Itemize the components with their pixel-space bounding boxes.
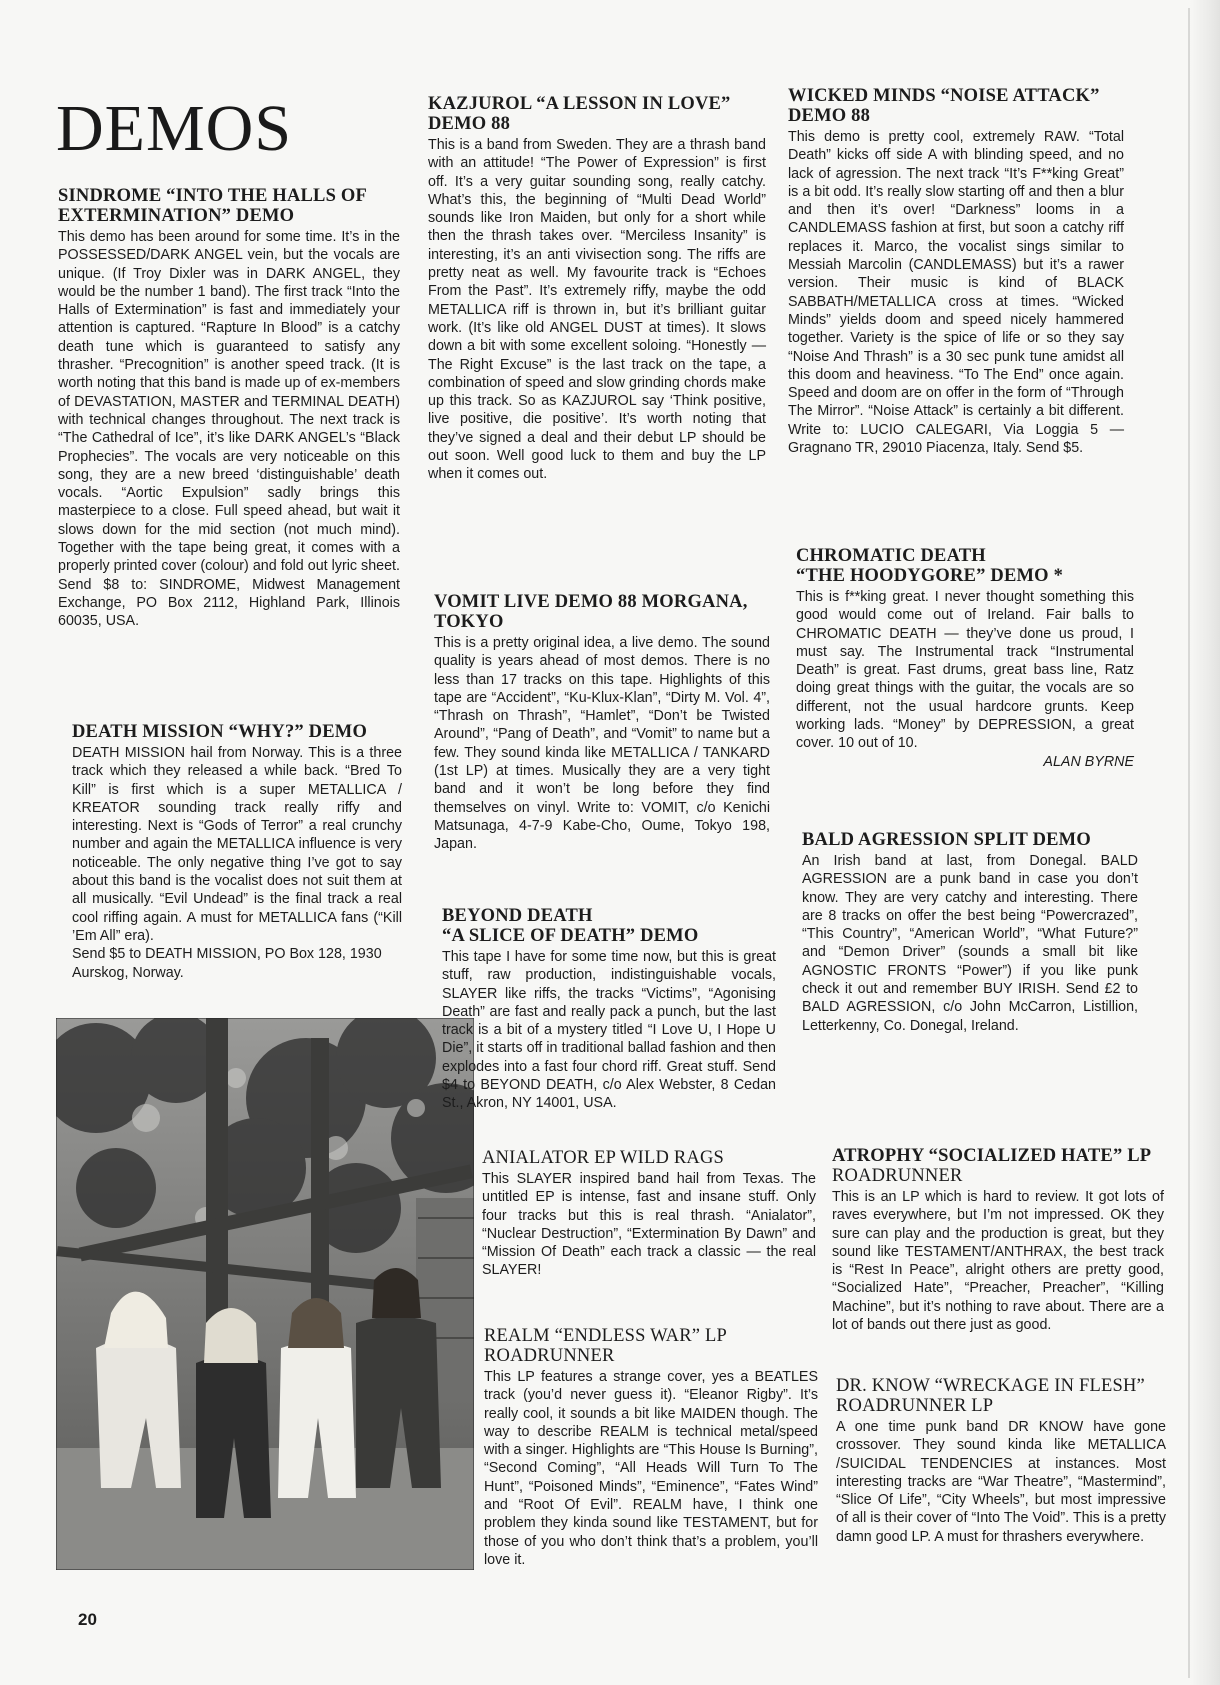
section-title: DEMOS <box>56 92 293 165</box>
review-body <box>428 136 766 484</box>
review-body <box>442 948 776 1113</box>
review-text: This tape I have for some time now, but this is great stuff, raw production, indistinguishable vocals, SLAYER like riffs, the tracks “Victims”, “Agonising Death” are fast and really pack a punch, but the last track is a bit of a mystery titled “I Love U, I Hope U Die”, it starts off in traditional ballad fashion and then explodes into a fast four chord riff. Great stuff. Send $4 to BEYOND DEATH, c/o Alex Webster, 8 Cedan St., Akron, NY 14001, USA. <box>442 949 776 1112</box>
review-title-line: “A SLICE OF DEATH” DEMO <box>442 926 699 946</box>
review-signature: ALAN BYRNE <box>1043 753 1134 770</box>
review-body <box>58 228 400 631</box>
review-title <box>484 1326 818 1366</box>
review-wicked-minds <box>788 86 1124 457</box>
review-title-line: CHROMATIC DEATH <box>796 546 986 566</box>
review-text: This LP features a strange cover, yes a BEATLES track (you’d never guess it). “Eleanor Rigby”. It’s really cool, it sounds a bit like MAIDEN though. The way to describe REALM is technical metal/speed with a singer. Highlights are “This House Is Burning”, “Second Coming”, “All Heads Will Turn To The Hunt”, “Poisoned Minds”, “Eminence”, “Fates Wind” and “Root Of Evil”. REALM have, I think one problem they kinda sound like TESTAMENT, but for those of you who don’t think that’s a problem, you’ll love it. <box>484 1369 818 1568</box>
review-text: This demo is pretty cool, extremely RAW. “Total Death” kicks off side A with blinding speed, and no lack of agression. The next track “It’s F**king Great” is a bit odd. It’s really slow starting off and then a blur and then it’s over! “Darkness” looms in a CANDLEMASS fashion at first, but soon a catchy riff replaces it. Marco, the vocalist sings similar to Messiah Marcolin (CANDLEMASS) but it’s a rawer version. Their music is kind of BLACK SABBATH/METALLICA cross at times. “Wicked Minds” yields doom and speed nicely hammered together. Variety is the spice of life or so they say “Noise And Thrash” is a 30 sec punk tune amidst all this doom and heaviness. “To The End” once again. Speed and doom are on offer in the form of “Through The Mirror”. “Noise Attack” is certainly a bit different. Write to: LUCIO CALEGARI, Via Loggia 5 — Gragnano TR, 29010 Piacenza, Italy. Send $5. <box>788 129 1124 457</box>
review-title <box>72 722 402 742</box>
review-title <box>802 830 1138 850</box>
review-body <box>72 744 402 982</box>
page-number: 20 <box>78 1610 97 1629</box>
review-title-line: ROADRUNNER <box>832 1166 963 1186</box>
review-body <box>796 588 1134 753</box>
review-title-line: ROADRUNNER <box>484 1346 615 1366</box>
review-body <box>484 1368 818 1569</box>
review-text: This demo has been around for some time. It’s in the POSSESSED/DARK ANGEL vein, but the vocals are unique. (If Troy Dixler was in DARK ANGEL, they would be the number 1 band). The first track “Into the Halls of Extermination” is fast and immediately your attention is captured. “Rapture In Blood” is a catchy death tune which is guaranteed to satisfy any thrasher. “Precognition” is another speed track. (It is worth noting that this band is made up of ex-members of DEVASTATION, MASTER and TERMINAL DEATH) with technical changes throughout. The next track is “The Cathedral of Ice”, it’s like DARK ANGEL’s “Black Prophecies”. The vocals are very noticeable on this song, they are a new breed ‘distinguishable’ death vocals. “Aortic Expulsion” sadly brings this masterpiece to a close. Full speed ahead, but wait it slows down for the mid section (not much mind). Together with the tape being great, it comes with a properly printed cover (colour) and fold out lyric sheet. Send $8 to: SINDROME, Midwest Management Exchange, PO Box 2112, Highland Park, Illinois 60035, USA. <box>58 229 400 630</box>
review-kazjurol <box>428 94 766 484</box>
review-body <box>788 128 1124 457</box>
review-vomit <box>434 592 770 854</box>
review-body <box>832 1188 1164 1334</box>
review-title <box>428 94 766 134</box>
review-title-line: TOKYO <box>434 612 504 632</box>
review-anialator <box>482 1148 816 1280</box>
review-title <box>796 546 1134 586</box>
review-title-line: ATROPHY “SOCIALIZED HATE” LP <box>832 1146 1152 1166</box>
review-dr-know <box>836 1376 1166 1546</box>
review-title-line: WICKED MINDS “NOISE ATTACK” <box>788 86 1100 106</box>
review-text: This SLAYER inspired band hail from Texas. The untitled EP is intense, fast and insane stuff. Only four tracks but this is real thrash. “Anialator”, “Nuclear Destruction”, “Extermination By Dawn” and “Mission Of Death” each track a classic — the real SLAYER! <box>482 1171 816 1279</box>
review-title-line: DEMO 88 <box>428 114 511 134</box>
review-title <box>482 1148 816 1168</box>
review-title-line: “THE HOODYGORE” DEMO * <box>796 566 1064 586</box>
review-body <box>836 1418 1166 1546</box>
review-title <box>832 1146 1164 1186</box>
review-realm <box>484 1326 818 1569</box>
page-edge-shadow <box>1190 0 1220 1685</box>
review-title-line: BALD AGRESSION SPLIT DEMO <box>802 830 1091 850</box>
review-title-line: ANIALATOR EP WILD RAGS <box>482 1148 724 1168</box>
band-photo-icon <box>56 1018 474 1570</box>
review-text: An Irish band at last, from Donegal. BALD AGRESSION are a punk band in case you don’t know. They are very catchy and interesting. There are 8 tracks on offer the best being “Powercrazed”, “This Country”, “American World”, “What Future?” and “Demon Driver” (sounds a small bit like AGNOSTIC FRONTS “Power”) if you like punk check it out and remember BUY IRISH. Send £2 to BALD AGRESSION, c/o John McCarron, Listillion, Letterkenny, Co. Donegal, Ireland. <box>802 853 1138 1034</box>
review-title-line: KAZJUROL “A LESSON IN LOVE” <box>428 94 731 114</box>
review-text: This is f**king great. I never thought something this good would come out of Ireland. Fair balls to CHROMATIC DEATH — they’ve done us proud, I must say. The Instrumental track “Instrumental Death” is great. Fast drums, great bass line, Ratz doing great things with the guitar, the vocals are so different, not the usual hardcore grunts. Keep working lads. “Money” by DEPRESSION, a great cover. 10 out of 10. <box>796 589 1134 752</box>
review-title <box>836 1376 1166 1416</box>
review-body <box>434 634 770 854</box>
review-title-line: VOMIT LIVE DEMO 88 MORGANA, <box>434 592 748 612</box>
review-bald-agression <box>802 830 1138 1035</box>
review-title-line: DEATH MISSION “WHY?” DEMO <box>72 722 368 742</box>
review-text: This is a pretty original idea, a live demo. The sound quality is years ahead of most demos. There is no less than 17 tracks on this tape. Highlights of this tape are “Accident”, “Ku-Klux-Klan”, “Dirty M. Vol. 4”, “Thrash on Thrash”, “Hamlet”, “Don’t be Twisted Around”, “Pang of Death”, and “Vomit” to name but a few. They sound kinda like METALLICA / TANKARD (1st LP) at times. Musically they are a very tight band and it won’t be long before they find themselves on vinyl. Write to: VOMIT, c/o Kenichi Matsunaga, 4-7-9 Kabe-Cho, Oume, Tokyo 198, Japan. <box>434 635 770 853</box>
review-body <box>482 1170 816 1280</box>
review-death-mission <box>72 722 402 982</box>
review-title-line: ROADRUNNER LP <box>836 1396 994 1416</box>
review-address: Send $5 to DEATH MISSION, PO Box 128, 1930 Aurskog, Norway. <box>72 946 382 981</box>
review-title-line: REALM “ENDLESS WAR” LP <box>484 1326 728 1346</box>
review-text: A one time punk band DR KNOW have gone crossover. They sound kinda like METALLICA /SUICIDAL TENDENCIES at instances. Most interesting tracks are “War Theatre”, “Mastermind”, “Slice Of Life”, “City Wheels”, but most impressive of all is their cover of “Into The Void”. This is a pretty damn good LP. A must for thrashers everywhere. <box>836 1419 1166 1545</box>
review-title <box>788 86 1124 126</box>
review-title-line: SINDROME “INTO THE HALLS OF <box>58 186 368 206</box>
review-title-line: DR. KNOW “WRECKAGE IN FLESH” <box>836 1376 1145 1396</box>
review-beyond-death <box>442 906 776 1113</box>
review-title <box>442 906 776 946</box>
review-body <box>802 852 1138 1035</box>
band-photo <box>56 1018 474 1570</box>
review-atrophy <box>832 1146 1164 1334</box>
review-title-line: DEMO 88 <box>788 106 871 126</box>
review-text: This is an LP which is hard to review. It got lots of raves everywhere, but I’m not impressed. OK they sure can play and the production is great, but they sound like TESTAMENT/ANTHRAX, the best track is “Rest In Peace”, alright others are pretty good, “Socialized Hate”, “Preacher, Preacher”, “Killing Machine”, but it’s nothing to rave about. There are a lot of bands out there just as good. <box>832 1189 1164 1334</box>
review-sindrome <box>58 186 400 631</box>
review-chromatic-death <box>796 546 1134 771</box>
review-text: DEATH MISSION hail from Norway. This is a three track which they released a while back. “Bred To Kill” is first which is a super METALLICA / KREATOR sounding track really riffy and interesting. Next is “Gods of Terror” a real crunchy number and again the METALLICA influence is very noticeable. The only negative thing I’ve got to say about this band is the vocalist does not suit them at all musically. “Evil Undead” is the final track a real cool riffing again. A must for METALLICA fans (“Kill ’Em All” era). <box>72 745 402 944</box>
review-title-line: BEYOND DEATH <box>442 906 593 926</box>
review-text: This is a band from Sweden. They are a thrash band with an attitude! “The Power of Expression” is first off. It’s a very guitar sounding song, really catchy. What’s this, the beginning of “Multi Dead World” sounds like Iron Maiden, but only for a short while then the thrash takes over. “Merciless Insanity” is interesting, it’s an anti vivisection song. The riffs are pretty neat as well. My favourite track is “Echoes From the Past”. It’s extremely riffy, maybe the odd METALLICA riff is thrown in, but it’s brilliant guitar work. (It’s like old ANGEL DUST at times). It slows down a bit with some excellent soloing. “Honestly — The Right Excuse” is the last track on the tape, a combination of speed and slow grinding chords make up this track. So as KAZJUROL say ‘Think positive, live positive, die positive’. It’s worth noting that they’ve signed a deal and their debut LP should be out soon. Well good luck to them and buy the LP when it comes out. <box>428 137 766 483</box>
review-title-line: EXTERMINATION” DEMO <box>58 206 295 226</box>
review-title <box>434 592 770 632</box>
review-title <box>58 186 400 226</box>
